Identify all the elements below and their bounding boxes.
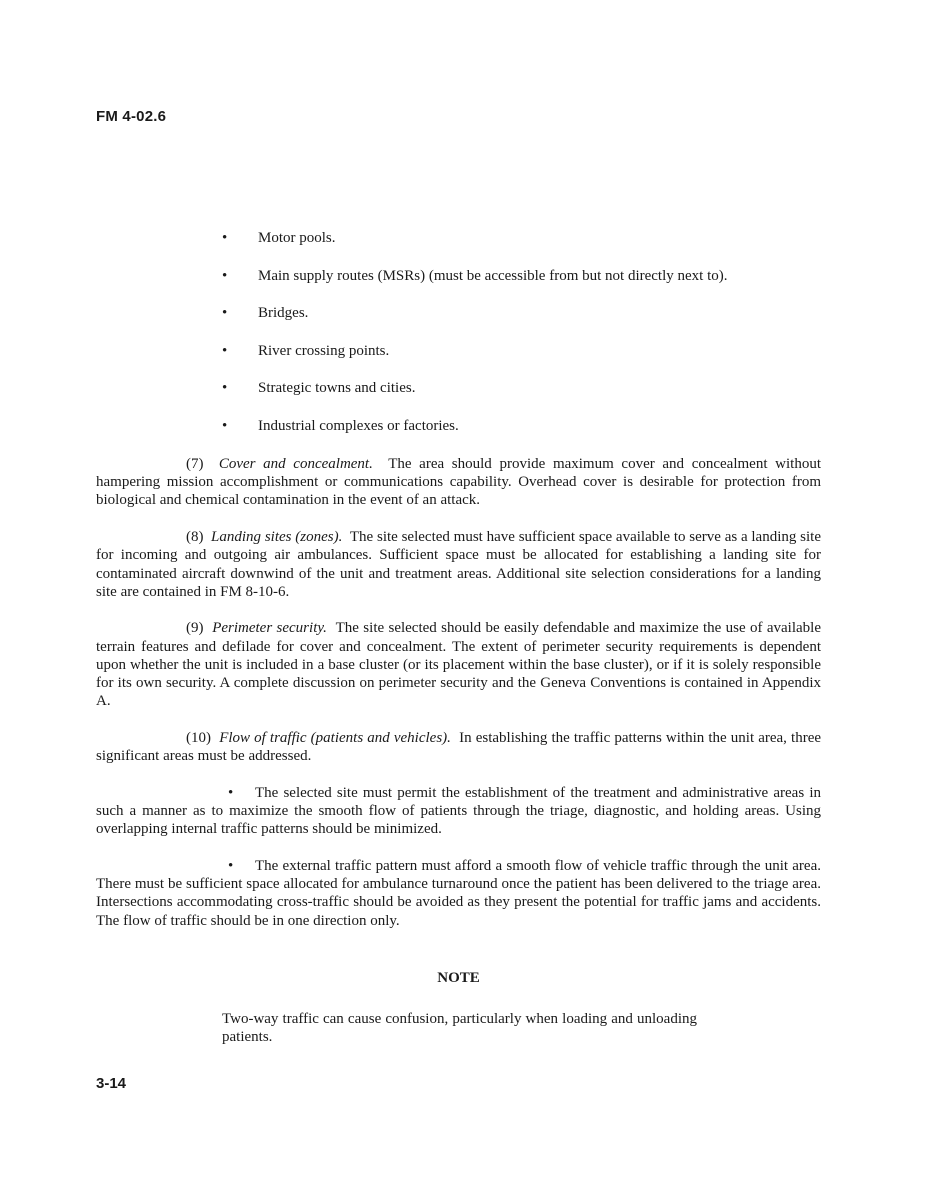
paragraph-heading: Cover and concealment. xyxy=(218,456,373,472)
paragraph-landing-sites xyxy=(96,528,821,601)
list-item-text: River crossing points. xyxy=(258,342,390,359)
bullet-icon: • xyxy=(222,230,228,246)
sub-bullet-text: The external traffic pattern must afford a smooth flow of vehicle traffic through the unit area. There must be sufficient space allocated for ambulance turnaround once the patient has been delivered to the triage area. Intersections accommodating cross-traffic should be avoided as they present the potential for traffic jams and accidents. The flow of traffic should be in one direction only. xyxy=(96,857,821,929)
list-item-text: Main supply routes (MSRs) (must be accessible from but not directly next to). xyxy=(258,267,728,284)
paragraph-number: (7) xyxy=(186,456,204,472)
document-id-header: FM 4-02.6 xyxy=(96,108,167,125)
sub-bullet-item xyxy=(96,784,821,839)
sub-bullet-item xyxy=(96,857,821,930)
list-item-text: Bridges. xyxy=(258,305,309,321)
list-item xyxy=(222,229,822,267)
paragraph-flow-of-traffic xyxy=(96,729,821,765)
bullet-list xyxy=(222,229,822,454)
list-item xyxy=(222,267,822,305)
list-item xyxy=(222,342,822,380)
bullet-icon: • xyxy=(222,380,228,396)
bullet-icon: • xyxy=(222,342,228,359)
list-item-text: Strategic towns and cities. xyxy=(258,380,416,396)
paragraph-number: (10) xyxy=(186,729,211,746)
paragraph-cover-concealment xyxy=(96,455,821,510)
bullet-icon: • xyxy=(222,267,228,284)
paragraph-text: The site selected should be easily defendable and maximize the use of available terrain features and defilade for cover and concealment. The extent of perimeter security requirements is dependent upon whether the unit is included in a base cluster (or its placement within the base cluster), or if it is solely responsible for its own security. A complete discussion on perimeter security and the Geneva Conventions is contained in Appendix A. xyxy=(96,620,821,710)
paragraph-heading: Flow of traffic (patients and vehicles). xyxy=(219,729,451,746)
paragraph-heading: Landing sites (zones). xyxy=(211,529,343,546)
paragraph-perimeter-security xyxy=(96,619,821,710)
note-title: NOTE xyxy=(437,970,480,986)
body-text xyxy=(96,455,821,948)
sub-bullet-text: The selected site must permit the establishment of the treatment and administrative areas in such a manner as to maximize the smooth flow of patients through the triage, diagnostic, and holding areas. Using overlapping internal traffic patterns should be minimized. xyxy=(96,784,821,838)
list-item-text: Industrial complexes or factories. xyxy=(258,417,459,434)
list-item xyxy=(222,304,822,342)
bullet-icon: • xyxy=(228,857,234,874)
paragraph-text: In establishing the traffic patterns within the unit area, three significant areas must be addressed. xyxy=(96,729,822,765)
bullet-icon: • xyxy=(222,417,228,434)
page-number: 3-14 xyxy=(96,1075,127,1092)
bullet-icon: • xyxy=(228,784,234,801)
paragraph-text: The area should provide maximum cover and concealment without hampering mission accomplishment or communications capability. Overhead cover is desirable for protection from biological and chemical contamination in the event of an attack. xyxy=(96,456,821,509)
paragraph-number: (8) xyxy=(186,529,204,546)
list-item xyxy=(222,417,822,455)
paragraph-number: (9) xyxy=(186,620,204,637)
list-item xyxy=(222,379,822,417)
paragraph-text: The site selected must have sufficient space available to serve as a landing site for incoming and outgoing air ambulances. Sufficient space must be allocated for establishing a landing site for contaminated aircraft downwind of the unit and treatment areas. Additional site selection considerations for a landing site are contained in FM 8-10-6. xyxy=(96,529,821,600)
bullet-icon: • xyxy=(222,305,228,321)
paragraph-heading: Perimeter security. xyxy=(212,620,327,637)
note-text: Two-way traffic can cause confusion, particularly when loading and unloading patients. xyxy=(222,1011,697,1046)
list-item-text: Motor pools. xyxy=(258,230,336,246)
